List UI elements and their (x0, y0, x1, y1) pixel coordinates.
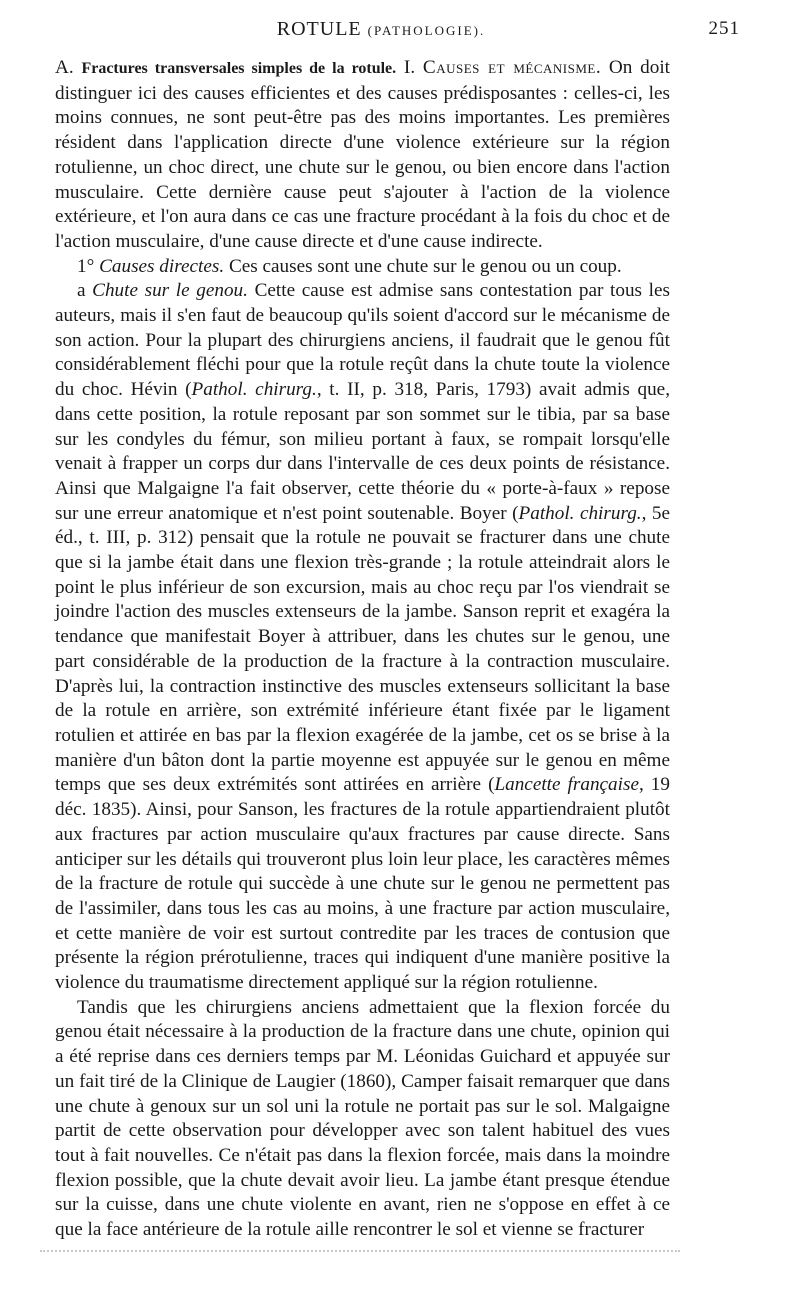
paragraph-text: , 19 déc. 1835). Ainsi, pour Sanson, les fractures de la rotule appartiendraient plutôt aux fractures par action musculaire qu'aux fractures par cause directe. Sans anticiper sur les détails qui trouveront plus loin leur place, les caractères mêmes de la fracture de rotule qui succède à une chute sur le genou ne permettent pas de l'assimiler, dans tous les cas au moins, à une fracture par action musculaire, et cette manière de voir est surtout contredite par les traces de contusion que présente la région prérotulienne, traces qui indiquent d'une manière positive la violence du traumatisme directement appliqué sur la région rotulienne. (55, 774, 670, 994)
paragraph-causes-directes (55, 255, 670, 280)
citation-title: Pathol. chirurg. (518, 502, 642, 524)
header-title: ROTULE (276, 18, 362, 40)
running-title (54, 18, 668, 41)
paragraph-text: , 5e éd., t. III, p. 312) pensait que la rotule ne pouvait se fracturer dans une chute que si la jambe était dans une flexion très-grande ; la rotule atteindrait alors le point le plus inférieur de son excursion, mais au choc reçu par l'os viendrait se joindre l'action des muscles extenseurs de la jambe. Sanson reprit et exagéra la tendance que manifestait Boyer à attribuer, dans les chutes sur le genou, une part considérable de la production de la fracture à la contraction musculaire. D'après lui, la contraction instinctive des muscles extenseurs sollicitant la base de la rotule en arrière, son extrémité inférieure étant fixée par le ligament rotulien et attirée en bas par la flexion exagérée de la jambe, cet os se brise à la manière d'un bâton dont la partie moyenne est appuyée sur le genou en même temps que ses deux extrémités sont attirées en arrière ( (55, 502, 670, 796)
paragraph-fractures-intro (55, 56, 670, 255)
bottom-margin-specks (40, 1250, 680, 1258)
subsection-heading: Causes et mécanisme. (422, 57, 602, 78)
running-header (54, 18, 740, 44)
item-number: 1° (77, 255, 100, 277)
paragraph-text: Cette cause est admise sans contestation par tous les auteurs, mais il s'en faut de beaucoup qu'ils soient d'accord sur le mécanisme de son action. Pour la plupart des chirurgiens anciens, il faudrait que le genou fût considérablement fléchi pour que la rotule reçût dans la chute toute la violence du choc. Hévin ( (55, 280, 670, 401)
citation-title: Pathol. chirurg. (191, 379, 317, 401)
paragraph-text: On doit distinguer ici des causes efficientes et des causes prédisposantes : celles-ci, les moins connues, ne sont peut-être pas des moins importantes. Les premières résident dans l'application directe d'une violence extérieure sur la région rotulienne, un choc direct, une chute sur le genou, ou bien encore dans l'action musculaire. Cette dernière cause peut s'ajouter à l'action de la violence extérieure, et l'on aura dans ce cas une fracture procédant à la fois du choc et de l'action musculaire, d'une cause directe et d'une cause indirecte. (55, 57, 670, 252)
section-heading: Fractures transversales simples de la rotule. (81, 60, 397, 77)
paragraph-chute-genou (55, 279, 670, 995)
paragraph-text: , t. II, p. 318, Paris, 1793) avait admis que, dans cette position, la rotule reposant par son sommet sur le tibia, par sa base sur les condyles du fémur, son milieu portant à faux, se rompait lorsqu'elle venait à frapper un corps dur dans l'intervalle de ces deux points de résistance. Ainsi que Malgaigne l'a fait observer, cette théorie du « porte-à-faux » repose sur une erreur anatomique et n'est point soutenable. Boyer ( (55, 379, 670, 524)
paragraph-text: Ces causes sont une chute sur le genou ou un coup. (224, 255, 622, 277)
paragraph-flexion-forcee (55, 996, 670, 1243)
section-letter: A. (55, 57, 82, 78)
page-number: 251 (708, 18, 740, 39)
item-letter: a (77, 280, 93, 302)
paragraph-text: Tandis que les chirurgiens anciens admettaient que la flexion forcée du genou était nécessaire à la production de la fracture dans une chute, opinion qui a été reprise dans ces derniers temps par M. Léonidas Guichard et appuyée sur un fait tiré de la Clinique de Laugier (1860), Camper faisait remarquer que dans une chute à genoux sur un sol uni la rotule ne portait pas sur le sol. Malgaigne partit de cette observation pour développer avec son talent habituel des vues tout à fait nouvelles. Ce n'était pas dans la flexion forcée, mais dans la moindre flexion possible, que la chute devait avoir lieu. La jambe étant presque étendue sur la cuisse, dans une chute violente en avant, rien ne s'oppose en effet à ce que la face antérieure de la rotule aille rencontrer le sol et vienne se fracturer (55, 996, 670, 1241)
body-text (55, 56, 670, 1243)
item-heading: Causes directes. (99, 255, 225, 277)
item-heading: Chute sur le genou. (92, 280, 248, 302)
subsection-number: I. (396, 57, 423, 78)
citation-title: Lancette française (494, 774, 639, 796)
header-subtitle: (PATHOLOGIE). (367, 23, 486, 38)
